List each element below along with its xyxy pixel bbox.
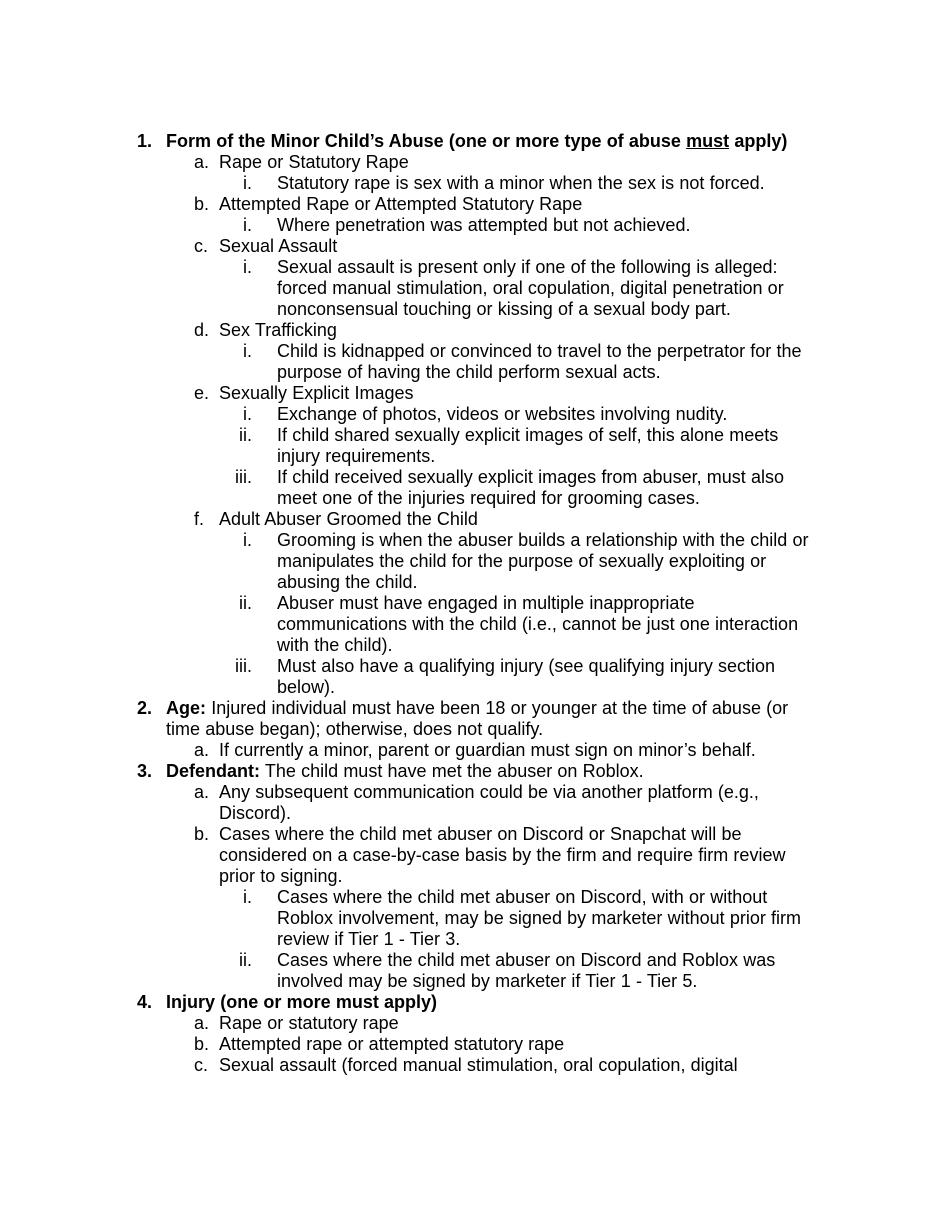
text-run: Age: <box>166 698 206 718</box>
list-marker: ii. <box>239 425 252 445</box>
list-item <box>0 887 820 950</box>
list-marker: e. <box>194 383 210 403</box>
list-item-text <box>277 887 820 950</box>
list-item <box>0 782 820 824</box>
list-marker: a. <box>194 1013 210 1033</box>
list-marker: i. <box>243 173 252 193</box>
list-marker: ii. <box>239 950 252 970</box>
list-item <box>0 1013 820 1034</box>
list-marker: iii. <box>235 467 252 487</box>
list-item-text <box>219 509 820 530</box>
list-item <box>0 467 820 509</box>
list-item <box>0 131 820 152</box>
list-item <box>0 341 820 383</box>
list-marker: d. <box>194 320 210 340</box>
list-item-text <box>219 236 820 257</box>
list-item-text <box>219 740 820 761</box>
text-run: Defendant: <box>166 761 260 781</box>
text-run: Cases where the child met abuser on Discord, with or without Roblox involvement, may be signed by marketer without prior firm review if Tier 1 - Tier 3. <box>277 887 802 949</box>
list-item-text <box>219 1055 820 1076</box>
list-item <box>0 992 820 1013</box>
text-run: Adult Abuser Groomed the Child <box>219 509 478 529</box>
text-run: Cases where the child met abuser on Discord and Roblox was involved may be signed by marketer if Tier 1 - Tier 5. <box>277 950 776 991</box>
list-item-text <box>277 341 820 383</box>
text-run: Sexual assault (forced manual stimulation, oral copulation, digital <box>219 1055 738 1075</box>
text-run: Injury (one or more must apply) <box>166 992 438 1012</box>
text-run: Child is kidnapped or convinced to travel to the perpetrator for the purpose of having the child perform sexual acts. <box>277 341 802 382</box>
text-run: Sexual Assault <box>219 236 338 256</box>
text-run: Cases where the child met abuser on Discord or Snapchat will be considered on a case-by-case basis by the firm and require firm review prior to signing. <box>219 824 786 886</box>
list-item-text <box>219 320 820 341</box>
text-run: apply) <box>729 131 788 151</box>
text-run: Form of the Minor Child’s Abuse (one or more type of abuse <box>166 131 687 151</box>
list-item-text <box>277 257 820 320</box>
list-item <box>0 509 820 530</box>
text-run: Sexually Explicit Images <box>219 383 414 403</box>
list-item-text <box>219 1034 820 1055</box>
list-item-text <box>219 824 820 887</box>
list-marker: i. <box>243 257 252 277</box>
list-item-text <box>277 215 820 236</box>
list-item <box>0 761 820 782</box>
list-item-text <box>277 173 820 194</box>
list-item <box>0 530 820 593</box>
list-marker: 4. <box>137 992 153 1012</box>
list-item <box>0 320 820 341</box>
list-marker: a. <box>194 782 210 802</box>
list-marker: b. <box>194 824 210 844</box>
text-run: The child must have met the abuser on Roblox. <box>260 761 644 781</box>
list-item <box>0 740 820 761</box>
list-item <box>0 236 820 257</box>
list-item-text <box>219 152 820 173</box>
list-item <box>0 1034 820 1055</box>
list-item <box>0 257 820 320</box>
list-item <box>0 950 820 992</box>
list-item-text <box>166 698 820 740</box>
list-marker: a. <box>194 740 210 760</box>
list-item <box>0 824 820 887</box>
list-marker: c. <box>194 236 209 256</box>
list-item <box>0 194 820 215</box>
list-marker: 3. <box>137 761 153 781</box>
list-item-text <box>166 131 820 152</box>
text-run: If child shared sexually explicit images of self, this alone meets injury requirements. <box>277 425 779 466</box>
list-marker: 2. <box>137 698 153 718</box>
list-item <box>0 1055 820 1076</box>
list-item <box>0 173 820 194</box>
list-marker: ii. <box>239 593 252 613</box>
outline-list <box>0 131 820 1076</box>
list-item <box>0 152 820 173</box>
list-marker: i. <box>243 215 252 235</box>
list-marker: i. <box>243 341 252 361</box>
list-item-text <box>277 656 820 698</box>
text-run: Statutory rape is sex with a minor when the sex is not forced. <box>277 173 765 193</box>
list-item-text <box>219 383 820 404</box>
text-run: If child received sexually explicit images from abuser, must also meet one of the injuries required for grooming cases. <box>277 467 785 508</box>
text-run: Where penetration was attempted but not achieved. <box>277 215 691 235</box>
text-run: must <box>686 131 730 151</box>
list-marker: i. <box>243 887 252 907</box>
list-item-text <box>277 404 820 425</box>
text-run: Rape or statutory rape <box>219 1013 399 1033</box>
list-marker: i. <box>243 530 252 550</box>
list-marker: f. <box>194 509 205 529</box>
list-marker: 1. <box>137 131 153 151</box>
text-run: Any subsequent communication could be via another platform (e.g., Discord). <box>219 782 759 823</box>
text-run: Exchange of photos, videos or websites involving nudity. <box>277 404 728 424</box>
list-marker: c. <box>194 1055 209 1075</box>
list-marker: iii. <box>235 656 252 676</box>
list-marker: b. <box>194 194 210 214</box>
list-item <box>0 404 820 425</box>
list-item-text <box>277 950 820 992</box>
text-run: Attempted rape or attempted statutory rape <box>219 1034 565 1054</box>
list-item-text <box>166 992 820 1013</box>
list-item <box>0 698 820 740</box>
list-item <box>0 656 820 698</box>
list-item-text <box>219 194 820 215</box>
list-item-text <box>277 467 820 509</box>
text-run: If currently a minor, parent or guardian must sign on minor’s behalf. <box>219 740 756 760</box>
list-item-text <box>166 761 820 782</box>
list-marker: i. <box>243 404 252 424</box>
list-item <box>0 425 820 467</box>
text-run: Grooming is when the abuser builds a relationship with the child or manipulates the child for the purpose of sexually exploiting or abusing the child. <box>277 530 809 592</box>
list-item <box>0 383 820 404</box>
list-item <box>0 593 820 656</box>
text-run: Must also have a qualifying injury (see qualifying injury section below). <box>277 656 776 697</box>
list-marker: b. <box>194 1034 210 1054</box>
list-item <box>0 215 820 236</box>
text-run: Abuser must have engaged in multiple inappropriate communications with the child (i.e., cannot be just one interaction with the child). <box>277 593 799 655</box>
text-run: Sexual assault is present only if one of the following is alleged: forced manual stimulation, oral copulation, digital penetration or nonconsensual touching or kissing of a sexual body part. <box>277 257 784 319</box>
list-item-text <box>277 530 820 593</box>
list-marker: a. <box>194 152 210 172</box>
text-run: Sex Trafficking <box>219 320 337 340</box>
list-item-text <box>277 593 820 656</box>
text-run: Injured individual must have been 18 or younger at the time of abuse (or time abuse began); otherwise, does not qualify. <box>166 698 789 739</box>
list-item-text <box>219 1013 820 1034</box>
text-run: Attempted Rape or Attempted Statutory Rape <box>219 194 583 214</box>
list-item-text <box>219 782 820 824</box>
list-item-text <box>277 425 820 467</box>
text-run: Rape or Statutory Rape <box>219 152 409 172</box>
